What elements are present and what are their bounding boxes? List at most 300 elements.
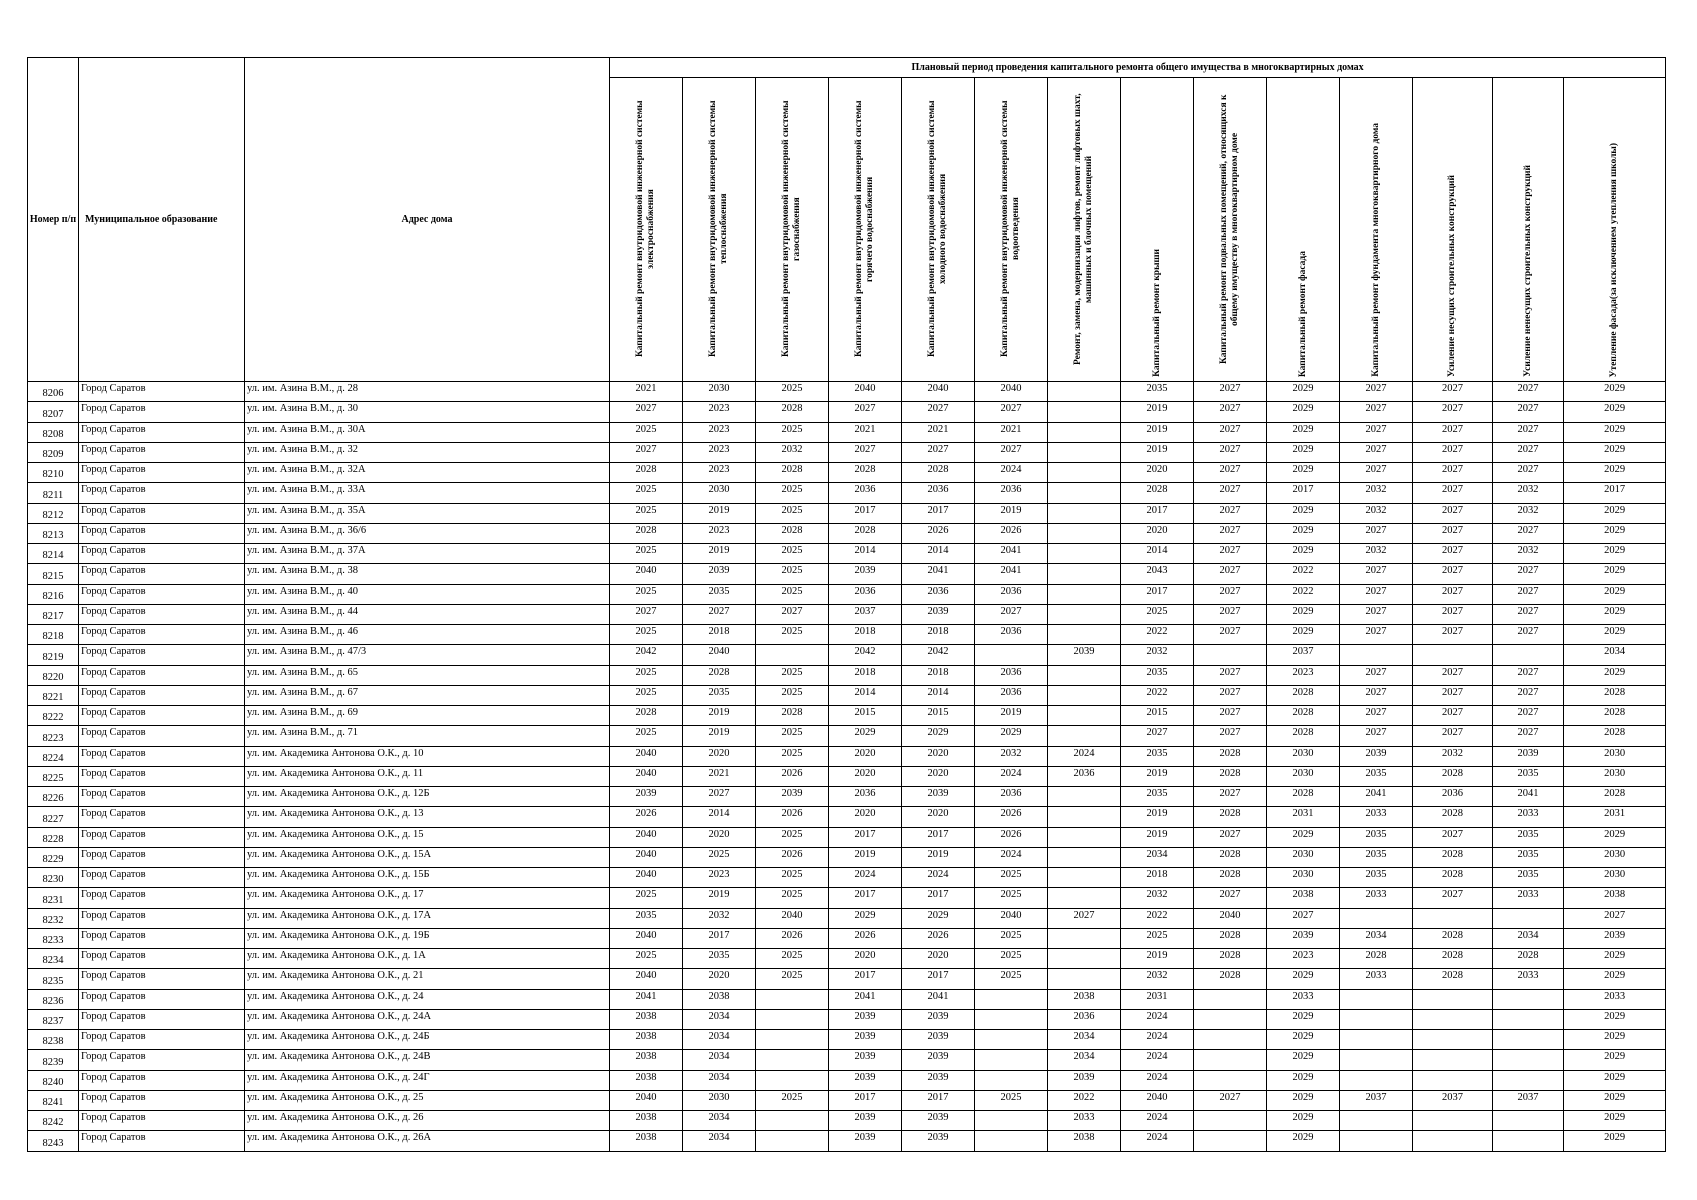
year-cell: 2030: [1564, 746, 1666, 766]
address-cell: ул. им. Азина В.М., д. 65: [245, 665, 610, 685]
year-cell: 2032: [1121, 888, 1194, 908]
year-cell: 2027: [1493, 463, 1564, 483]
header-work-label: Капитальный ремонт внутридомовой инженерной системы горячего водоснабжения: [854, 100, 875, 358]
year-cell: 2032: [756, 442, 829, 462]
year-cell: 2028: [1413, 868, 1493, 888]
header-work-label: Капитальный ремонт крыши: [1151, 249, 1162, 377]
address-cell: ул. им. Академика Антонова О.К., д. 26А: [245, 1131, 610, 1151]
year-cell: [1048, 564, 1121, 584]
year-cell: 2040: [683, 645, 756, 665]
table-row: [28, 625, 1666, 645]
municipality-cell: Город Саратов: [79, 1070, 245, 1090]
municipality-cell: Город Саратов: [79, 402, 245, 422]
year-cell: 2027: [1340, 726, 1413, 746]
table-row: [28, 1111, 1666, 1131]
address-cell: ул. им. Академика Антонова О.К., д. 24А: [245, 1009, 610, 1029]
year-cell: [975, 1111, 1048, 1131]
year-cell: 2027: [975, 442, 1048, 462]
year-cell: 2028: [1194, 969, 1267, 989]
year-cell: 2022: [1267, 564, 1340, 584]
header-work-label: Усиление несущих строительных конструкций: [1447, 174, 1457, 377]
year-cell: 2027: [1413, 503, 1493, 523]
table-row: [28, 1030, 1666, 1050]
year-cell: 2035: [1121, 787, 1194, 807]
year-cell: 2017: [829, 827, 902, 847]
year-cell: 2024: [1121, 1030, 1194, 1050]
municipality-cell: Город Саратов: [79, 726, 245, 746]
address-cell: ул. им. Академика Антонова О.К., д. 10: [245, 746, 610, 766]
year-cell: 2028: [1413, 847, 1493, 867]
year-cell: 2029: [1564, 584, 1666, 604]
year-cell: 2039: [829, 564, 902, 584]
year-cell: 2027: [1413, 422, 1493, 442]
year-cell: 2025: [610, 584, 683, 604]
year-cell: 2024: [975, 847, 1048, 867]
year-cell: [1048, 483, 1121, 503]
year-cell: 2027: [1340, 604, 1413, 624]
year-cell: 2034: [683, 1070, 756, 1090]
year-cell: [1413, 908, 1493, 928]
table-row: [28, 706, 1666, 726]
year-cell: 2029: [1267, 969, 1340, 989]
year-cell: 2025: [610, 888, 683, 908]
address-cell: ул. им. Академика Антонова О.К., д. 17А: [245, 908, 610, 928]
table-row: [28, 1009, 1666, 1029]
year-cell: 2027: [1493, 604, 1564, 624]
year-cell: 2019: [975, 503, 1048, 523]
year-cell: 2038: [1267, 888, 1340, 908]
table-row: [28, 503, 1666, 523]
year-cell: 2020: [683, 827, 756, 847]
municipality-cell: Город Саратов: [79, 787, 245, 807]
address-cell: ул. им. Азина В.М., д. 47/3: [245, 645, 610, 665]
year-cell: 2029: [1564, 442, 1666, 462]
year-cell: 2017: [1121, 584, 1194, 604]
row-number-cell: 8219: [28, 645, 79, 665]
year-cell: 2025: [610, 544, 683, 564]
year-cell: [1048, 382, 1121, 402]
year-cell: 2015: [902, 706, 975, 726]
year-cell: 2021: [683, 766, 756, 786]
year-cell: 2025: [756, 665, 829, 685]
year-cell: 2039: [829, 1111, 902, 1131]
year-cell: 2028: [1194, 807, 1267, 827]
year-cell: 2018: [829, 665, 902, 685]
table-row: [28, 989, 1666, 1009]
year-cell: 2026: [610, 807, 683, 827]
year-cell: [1493, 989, 1564, 1009]
year-cell: 2022: [1267, 584, 1340, 604]
address-cell: ул. им. Азина В.М., д. 40: [245, 584, 610, 604]
table-row: [28, 645, 1666, 665]
year-cell: 2029: [1564, 463, 1666, 483]
row-number-cell: 8230: [28, 868, 79, 888]
year-cell: 2019: [1121, 422, 1194, 442]
year-cell: [1340, 645, 1413, 665]
repair-schedule-table: [27, 57, 1666, 1152]
year-cell: [1413, 645, 1493, 665]
year-cell: 2025: [1121, 928, 1194, 948]
year-cell: 2029: [1267, 604, 1340, 624]
address-cell: ул. им. Академика Антонова О.К., д. 11: [245, 766, 610, 786]
year-cell: 2024: [1121, 1131, 1194, 1151]
year-cell: [975, 645, 1048, 665]
year-cell: [1048, 888, 1121, 908]
year-cell: [975, 1009, 1048, 1029]
year-cell: [1048, 685, 1121, 705]
address-cell: ул. им. Азина В.М., д. 30А: [245, 422, 610, 442]
address-cell: ул. им. Академика Антонова О.К., д. 19Б: [245, 928, 610, 948]
year-cell: 2027: [1267, 908, 1340, 928]
year-cell: 2029: [829, 726, 902, 746]
year-cell: 2028: [1564, 706, 1666, 726]
year-cell: 2025: [756, 827, 829, 847]
municipality-cell: Город Саратов: [79, 746, 245, 766]
year-cell: 2027: [1340, 625, 1413, 645]
year-cell: 2019: [1121, 807, 1194, 827]
year-cell: [1413, 1009, 1493, 1029]
year-cell: 2028: [610, 706, 683, 726]
year-cell: 2017: [1121, 503, 1194, 523]
year-cell: 2019: [683, 726, 756, 746]
address-cell: ул. им. Академика Антонова О.К., д. 24: [245, 989, 610, 1009]
year-cell: 2039: [829, 1131, 902, 1151]
year-cell: 2041: [610, 989, 683, 1009]
year-cell: 2038: [1048, 989, 1121, 1009]
year-cell: 2040: [756, 908, 829, 928]
municipality-cell: Город Саратов: [79, 908, 245, 928]
year-cell: 2038: [610, 1009, 683, 1029]
year-cell: 2028: [1564, 787, 1666, 807]
header-work-label: Ремонт, замена, модернизация лифтов, ремонт лифтовых шахт, машинных и блочных помещений: [1073, 93, 1094, 365]
year-cell: 2028: [1564, 726, 1666, 746]
year-cell: 2029: [1564, 827, 1666, 847]
year-cell: 2041: [902, 989, 975, 1009]
year-cell: 2034: [683, 1131, 756, 1151]
year-cell: 2027: [1413, 442, 1493, 462]
row-number-cell: 8231: [28, 888, 79, 908]
year-cell: 2027: [829, 402, 902, 422]
year-cell: 2024: [1121, 1070, 1194, 1090]
year-cell: [1413, 1111, 1493, 1131]
row-number-cell: 8228: [28, 827, 79, 847]
header-work-2: [683, 78, 756, 382]
table-row: [28, 523, 1666, 543]
year-cell: [756, 1131, 829, 1151]
year-cell: 2023: [683, 523, 756, 543]
table-row: [28, 787, 1666, 807]
year-cell: 2029: [1267, 382, 1340, 402]
year-cell: 2041: [829, 989, 902, 1009]
year-cell: 2027: [1194, 422, 1267, 442]
year-cell: 2025: [756, 422, 829, 442]
year-cell: 2039: [1048, 645, 1121, 665]
municipality-cell: Город Саратов: [79, 584, 245, 604]
year-cell: 2039: [902, 604, 975, 624]
year-cell: 2025: [756, 544, 829, 564]
table-row: [28, 483, 1666, 503]
year-cell: 2039: [1340, 746, 1413, 766]
municipality-cell: Город Саратов: [79, 868, 245, 888]
year-cell: [756, 1111, 829, 1131]
year-cell: 2014: [829, 544, 902, 564]
table-row: [28, 928, 1666, 948]
table-row: [28, 402, 1666, 422]
year-cell: [1048, 604, 1121, 624]
municipality-cell: Город Саратов: [79, 382, 245, 402]
year-cell: 2027: [683, 787, 756, 807]
table-row: [28, 746, 1666, 766]
row-number-cell: 8235: [28, 969, 79, 989]
year-cell: 2040: [1121, 1090, 1194, 1110]
year-cell: 2026: [756, 807, 829, 827]
row-number-cell: 8220: [28, 665, 79, 685]
year-cell: 2032: [1340, 544, 1413, 564]
header-work-label: Капитальный ремонт подвальных помещений, относящихся к общему имуществу в многоквартирном доме: [1219, 94, 1240, 364]
year-cell: 2020: [1121, 463, 1194, 483]
year-cell: 2028: [1194, 928, 1267, 948]
year-cell: 2029: [1267, 827, 1340, 847]
table-row: [28, 584, 1666, 604]
address-cell: ул. им. Азина В.М., д. 38: [245, 564, 610, 584]
year-cell: 2027: [1340, 706, 1413, 726]
year-cell: 2036: [975, 625, 1048, 645]
year-cell: 2029: [1267, 523, 1340, 543]
year-cell: 2028: [756, 523, 829, 543]
year-cell: 2025: [1121, 604, 1194, 624]
year-cell: 2025: [756, 382, 829, 402]
year-cell: 2034: [683, 1050, 756, 1070]
row-number-cell: 8210: [28, 463, 79, 483]
header-work-14: [1564, 78, 1666, 382]
year-cell: 2029: [1267, 544, 1340, 564]
year-cell: 2035: [1121, 746, 1194, 766]
municipality-cell: Город Саратов: [79, 1030, 245, 1050]
year-cell: [975, 989, 1048, 1009]
municipality-cell: Город Саратов: [79, 625, 245, 645]
year-cell: 2018: [902, 665, 975, 685]
year-cell: 2027: [1493, 665, 1564, 685]
header-work-label: Капитальный ремонт внутридомовой инженерной системы холодного водоснабжения: [927, 100, 948, 358]
year-cell: 2037: [1267, 645, 1340, 665]
year-cell: 2014: [683, 807, 756, 827]
row-number-cell: 8237: [28, 1009, 79, 1029]
row-number-cell: 8224: [28, 746, 79, 766]
year-cell: [1194, 645, 1267, 665]
year-cell: 2036: [829, 483, 902, 503]
address-cell: ул. им. Академика Антонова О.К., д. 1А: [245, 949, 610, 969]
year-cell: [1194, 1030, 1267, 1050]
address-cell: ул. им. Азина В.М., д. 32: [245, 442, 610, 462]
address-cell: ул. им. Азина В.М., д. 33А: [245, 483, 610, 503]
header-work-13: [1493, 78, 1564, 382]
year-cell: 2027: [1194, 564, 1267, 584]
year-cell: 2029: [1564, 949, 1666, 969]
year-cell: 2040: [610, 969, 683, 989]
year-cell: 2035: [1121, 382, 1194, 402]
row-number-cell: 8218: [28, 625, 79, 645]
year-cell: 2025: [756, 564, 829, 584]
year-cell: 2035: [1121, 665, 1194, 685]
year-cell: 2019: [683, 503, 756, 523]
year-cell: 2018: [902, 625, 975, 645]
year-cell: 2021: [829, 422, 902, 442]
header-work-11: [1340, 78, 1413, 382]
year-cell: 2027: [1413, 564, 1493, 584]
year-cell: 2027: [1493, 523, 1564, 543]
year-cell: 2035: [1493, 868, 1564, 888]
year-cell: 2041: [975, 544, 1048, 564]
year-cell: [1493, 645, 1564, 665]
year-cell: [756, 1009, 829, 1029]
row-number-cell: 8212: [28, 503, 79, 523]
year-cell: 2025: [756, 888, 829, 908]
year-cell: 2029: [829, 908, 902, 928]
year-cell: 2017: [683, 928, 756, 948]
year-cell: 2025: [610, 726, 683, 746]
address-cell: ул. им. Азина В.М., д. 44: [245, 604, 610, 624]
address-cell: ул. им. Академика Антонова О.К., д. 13: [245, 807, 610, 827]
year-cell: 2028: [1267, 706, 1340, 726]
year-cell: 2027: [1413, 382, 1493, 402]
year-cell: 2027: [1194, 685, 1267, 705]
row-number-cell: 8232: [28, 908, 79, 928]
year-cell: 2027: [829, 442, 902, 462]
table-header: [28, 58, 1666, 382]
year-cell: 2029: [902, 726, 975, 746]
year-cell: 2017: [902, 827, 975, 847]
year-cell: 2019: [683, 706, 756, 726]
year-cell: [1048, 665, 1121, 685]
table-row: [28, 726, 1666, 746]
year-cell: 2026: [975, 523, 1048, 543]
year-cell: 2027: [1194, 1090, 1267, 1110]
year-cell: 2036: [975, 584, 1048, 604]
year-cell: 2035: [683, 584, 756, 604]
year-cell: 2035: [1493, 847, 1564, 867]
row-number-cell: 8233: [28, 928, 79, 948]
year-cell: 2027: [1493, 685, 1564, 705]
municipality-cell: Город Саратов: [79, 706, 245, 726]
municipality-cell: Город Саратов: [79, 928, 245, 948]
table-row: [28, 382, 1666, 402]
year-cell: [1048, 402, 1121, 422]
year-cell: 2027: [1564, 908, 1666, 928]
year-cell: 2033: [1493, 969, 1564, 989]
year-cell: 2020: [902, 949, 975, 969]
year-cell: 2026: [829, 928, 902, 948]
year-cell: 2025: [756, 483, 829, 503]
year-cell: 2029: [1564, 523, 1666, 543]
year-cell: 2018: [1121, 868, 1194, 888]
year-cell: 2039: [902, 787, 975, 807]
year-cell: 2030: [1267, 868, 1340, 888]
year-cell: 2028: [1267, 787, 1340, 807]
year-cell: 2027: [1413, 402, 1493, 422]
header-work-9: [1194, 78, 1267, 382]
year-cell: [1194, 1111, 1267, 1131]
municipality-cell: Город Саратов: [79, 463, 245, 483]
year-cell: 2023: [683, 442, 756, 462]
year-cell: 2028: [1194, 746, 1267, 766]
year-cell: 2041: [1340, 787, 1413, 807]
table-row: [28, 422, 1666, 442]
year-cell: 2027: [1340, 463, 1413, 483]
year-cell: 2034: [1048, 1030, 1121, 1050]
year-cell: 2027: [1413, 685, 1493, 705]
year-cell: 2020: [683, 746, 756, 766]
year-cell: 2025: [756, 949, 829, 969]
row-number-cell: 8225: [28, 766, 79, 786]
year-cell: 2027: [1413, 888, 1493, 908]
repair-schedule-sheet: [27, 57, 1666, 1152]
header-work-7: [1048, 78, 1121, 382]
year-cell: 2039: [829, 1050, 902, 1070]
year-cell: 2029: [1267, 402, 1340, 422]
row-number-cell: 8226: [28, 787, 79, 807]
year-cell: 2027: [1194, 827, 1267, 847]
year-cell: 2029: [1564, 625, 1666, 645]
header-work-label: Капитальный ремонт внутридомовой инженерной системы газоснабжения: [781, 100, 802, 358]
year-cell: 2028: [1194, 766, 1267, 786]
row-number-cell: 8229: [28, 847, 79, 867]
year-cell: 2039: [902, 1050, 975, 1070]
year-cell: 2027: [1340, 523, 1413, 543]
table-row: [28, 1070, 1666, 1090]
year-cell: 2036: [975, 665, 1048, 685]
year-cell: 2028: [756, 402, 829, 422]
year-cell: [975, 1131, 1048, 1151]
year-cell: 2030: [1564, 847, 1666, 867]
address-cell: ул. им. Азина В.М., д. 32А: [245, 463, 610, 483]
municipality-cell: Город Саратов: [79, 665, 245, 685]
year-cell: 2027: [1493, 382, 1564, 402]
year-cell: [1413, 1070, 1493, 1090]
year-cell: 2025: [756, 625, 829, 645]
year-cell: 2025: [610, 422, 683, 442]
year-cell: 2017: [829, 888, 902, 908]
row-number-cell: 8243: [28, 1131, 79, 1151]
municipality-cell: Город Саратов: [79, 989, 245, 1009]
year-cell: 2018: [683, 625, 756, 645]
year-cell: 2027: [1413, 625, 1493, 645]
year-cell: 2021: [975, 422, 1048, 442]
year-cell: 2027: [1493, 422, 1564, 442]
year-cell: [1048, 928, 1121, 948]
year-cell: 2042: [610, 645, 683, 665]
year-cell: 2039: [1048, 1070, 1121, 1090]
year-cell: 2026: [902, 928, 975, 948]
year-cell: 2029: [902, 908, 975, 928]
year-cell: 2039: [610, 787, 683, 807]
year-cell: 2039: [829, 1030, 902, 1050]
year-cell: [1413, 1131, 1493, 1151]
municipality-cell: Город Саратов: [79, 827, 245, 847]
year-cell: 2033: [1564, 989, 1666, 1009]
year-cell: 2029: [1267, 463, 1340, 483]
year-cell: 2022: [1121, 625, 1194, 645]
year-cell: 2040: [610, 564, 683, 584]
year-cell: 2023: [683, 463, 756, 483]
year-cell: 2020: [829, 746, 902, 766]
table-row: [28, 1050, 1666, 1070]
year-cell: 2027: [1413, 726, 1493, 746]
year-cell: [1048, 584, 1121, 604]
year-cell: 2019: [829, 847, 902, 867]
year-cell: 2040: [610, 1090, 683, 1110]
year-cell: 2029: [1564, 1090, 1666, 1110]
year-cell: 2019: [1121, 827, 1194, 847]
